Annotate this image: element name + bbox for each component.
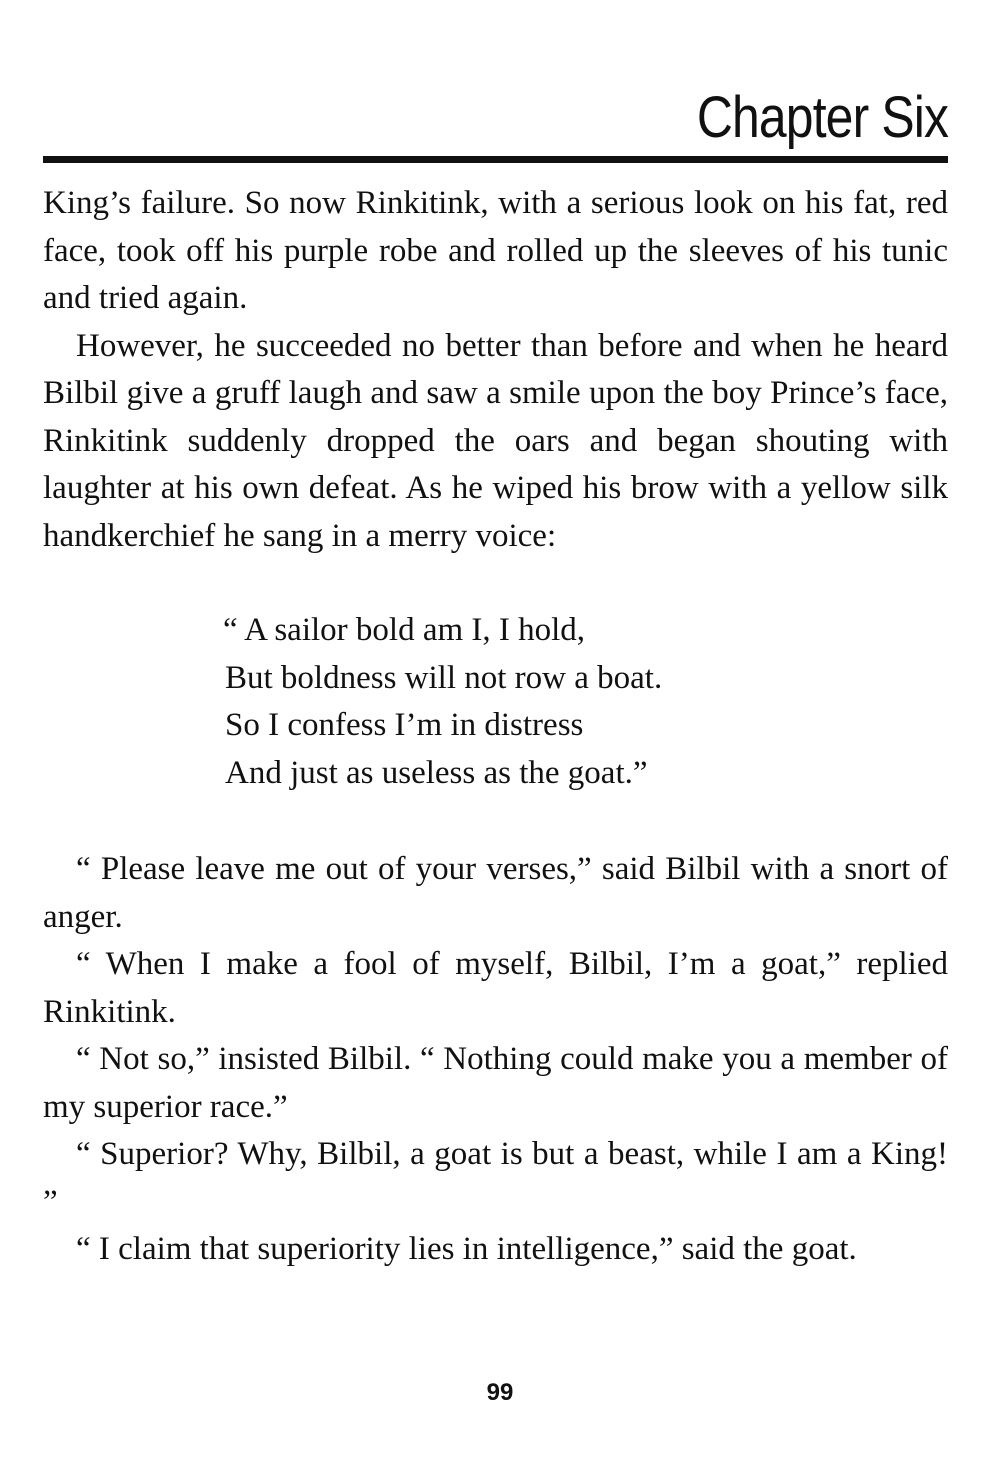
- body-text: [43, 180, 948, 1274]
- verse-line: So I confess I’m in distress: [225, 707, 584, 743]
- chapter-header: [43, 78, 948, 168]
- header-rule: [43, 156, 948, 163]
- paragraph: “ I claim that superiority lies in intelligence,” said the goat.: [76, 1231, 857, 1267]
- paragraph: However, he succeeded no better than before and when he heard Bilbil give a gruff laugh and saw a smile upon the boy Prince’s face, Rinkitink suddenly dropped the oars and began shouting with laughter at his own defeat. As he wiped his brow with a yellow silk handkerchief he sang in a merry voice:: [43, 327, 948, 554]
- paragraph-continued: King’s failure. So now Rinkitink, with a serious look on his fat, red face, took off his purple robe and rolled up the sleeves of his tunic and tried again.: [43, 185, 948, 316]
- verse-line: “ A sailor bold am I, I hold,: [223, 612, 586, 648]
- verse-line: But boldness will not row a boat.: [225, 659, 663, 696]
- paragraph: “ When I make a fool of myself, Bilbil, I’m a goat,” replied Rinkitink.: [43, 946, 948, 1030]
- paragraph: “ Not so,” insisted Bilbil. “ Nothing could make you a member of my superior race.”: [43, 1041, 948, 1125]
- verse: [223, 607, 948, 797]
- paragraph: “ Please leave me out of your verses,” said Bilbil with a snort of anger.: [43, 851, 948, 935]
- page-number: 99: [486, 1379, 514, 1406]
- paragraph: “ Superior? Why, Bilbil, a goat is but a beast, while I am a King! ”: [43, 1136, 948, 1220]
- chapter-title: Chapter Six: [696, 85, 948, 150]
- verse-line: And just as useless as the goat.”: [225, 754, 648, 791]
